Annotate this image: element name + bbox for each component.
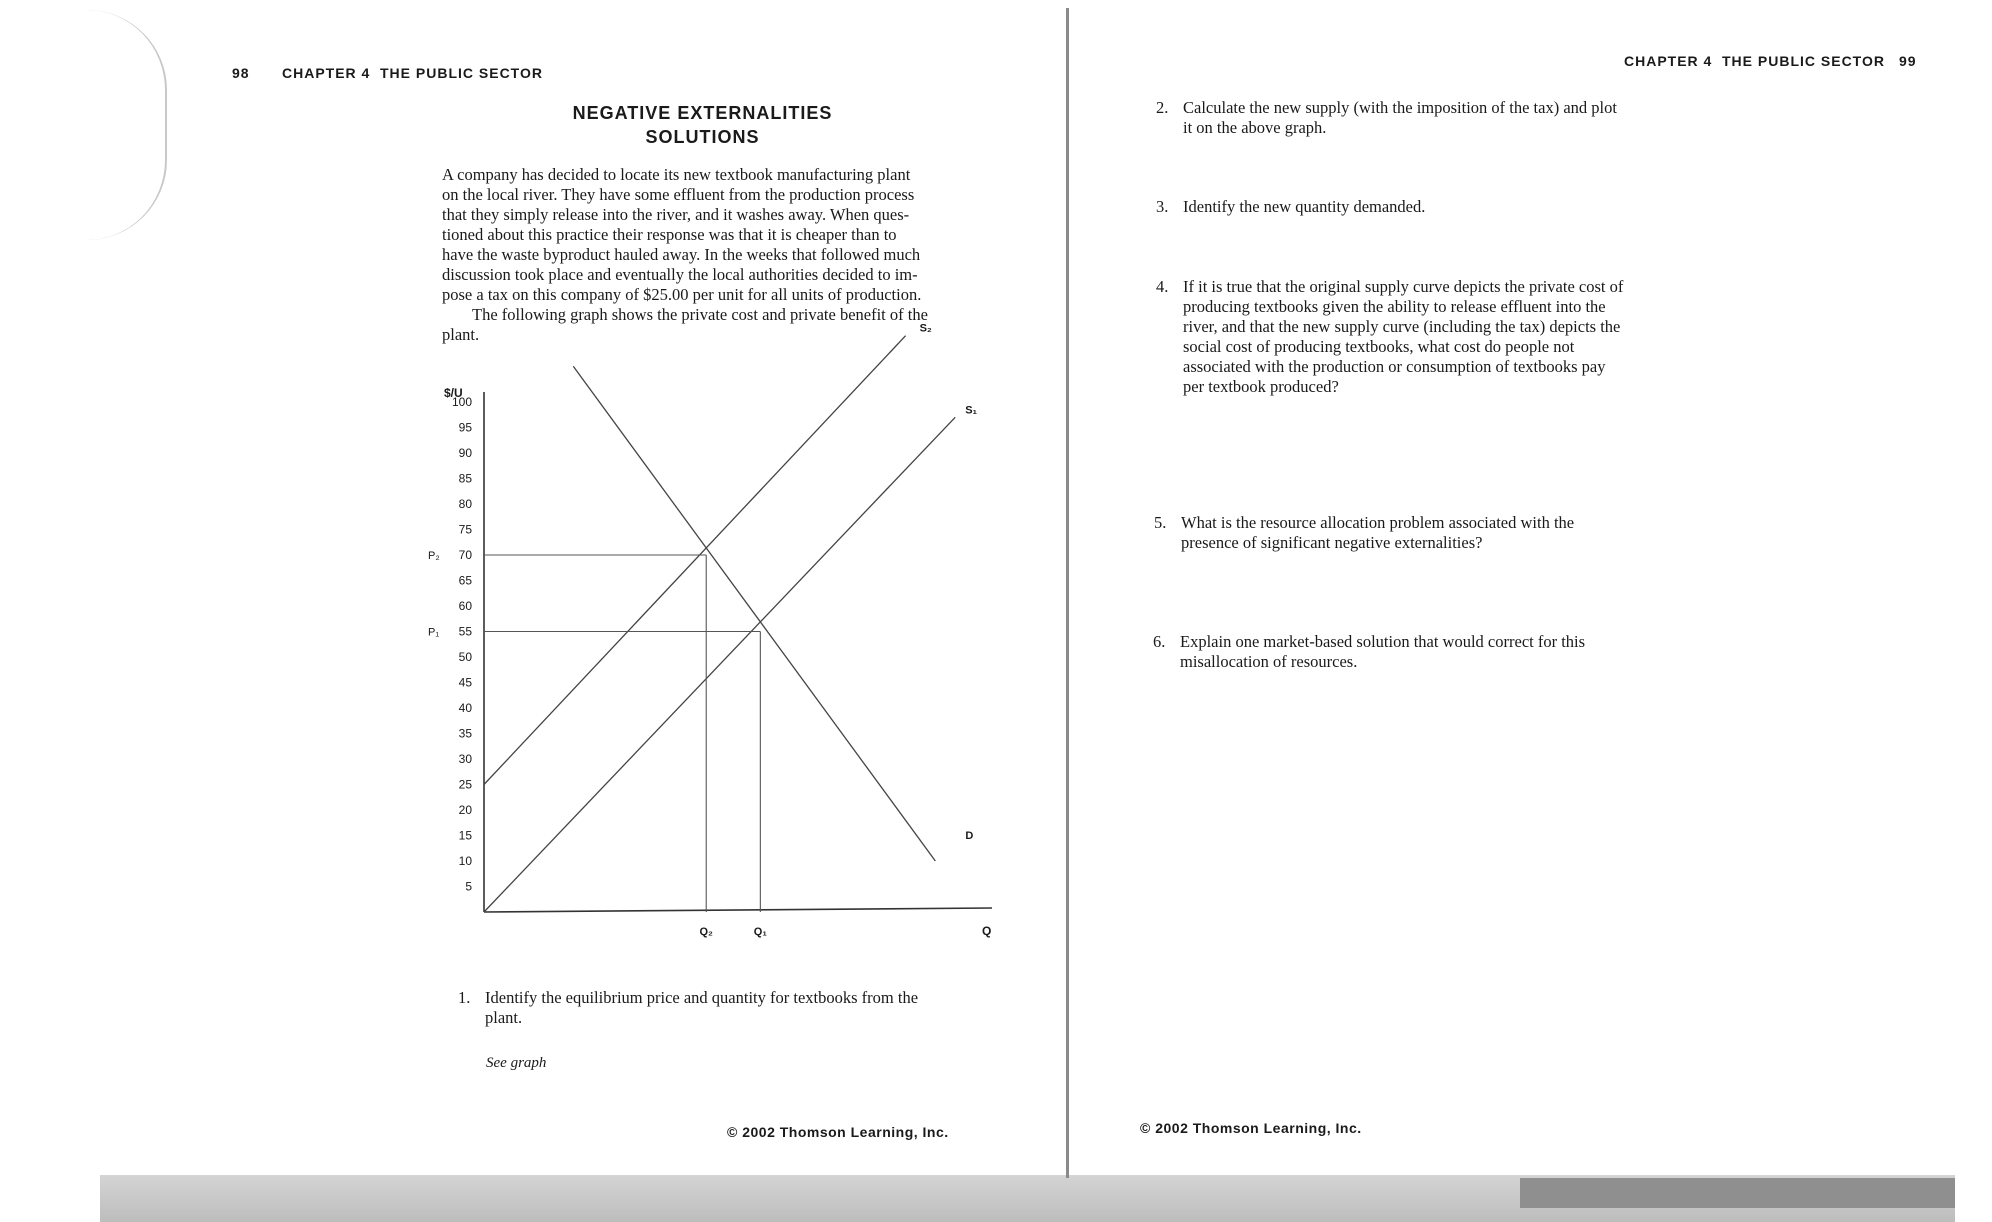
question-number: 5. — [1154, 513, 1167, 532]
price-marker-label: P₂ — [428, 550, 440, 562]
intro-line: A company has decided to locate its new textbook manufacturing plant — [442, 165, 911, 184]
curve-s1 — [484, 417, 955, 912]
x-axis — [484, 908, 992, 912]
question-number: 2. — [1156, 98, 1169, 117]
intro-line: The following graph shows the private cost and private benefit of the — [472, 305, 928, 324]
curve-label-d: D — [965, 830, 974, 842]
y-tick-label: 40 — [458, 701, 472, 715]
y-tick-label: 15 — [458, 828, 472, 843]
question-text-line: it on the above graph. — [1183, 118, 1327, 137]
y-tick-label: 60 — [458, 599, 472, 613]
y-tick-label: 80 — [458, 497, 472, 511]
page-subtitle: SOLUTIONS — [645, 127, 760, 147]
question-text-line: If it is true that the original supply curve depicts the private cost of — [1183, 277, 1624, 296]
question-text-line: What is the resource allocation problem associated with the — [1181, 513, 1575, 532]
y-tick-label: 75 — [458, 522, 472, 537]
right-copyright: © 2002 Thomson Learning, Inc. — [1140, 1120, 1362, 1136]
question-text-line: social cost of producing textbooks, what cost do people not — [1183, 337, 1575, 356]
y-tick-label: 100 — [451, 395, 472, 409]
question-text-line: Calculate the new supply (with the imposition of the tax) and plot — [1183, 98, 1617, 117]
intro-line: that they simply release into the river, and it washes away. When ques- — [442, 205, 910, 224]
quantity-marker-label: Q₁ — [753, 926, 767, 938]
question-number: 4. — [1156, 277, 1169, 296]
right-section-label: THE PUBLIC SECTOR — [1722, 53, 1885, 69]
left-section-label: THE PUBLIC SECTOR — [380, 65, 543, 81]
y-tick-label: 90 — [458, 446, 472, 460]
question-text-line: presence of significant negative externalities? — [1181, 533, 1483, 552]
x-axis-label: Q — [982, 924, 992, 938]
intro-line: tioned about this practice their response was that it is cheaper than to — [442, 225, 897, 244]
y-tick-label: 35 — [458, 726, 472, 741]
y-axis-label: $/U — [444, 386, 463, 400]
y-tick-label: 30 — [458, 752, 472, 766]
right-chapter-label: CHAPTER 4 — [1624, 53, 1713, 69]
y-tick-label: 70 — [458, 548, 472, 562]
y-tick-label: 20 — [458, 803, 472, 817]
question-text-line: Identify the new quantity demanded. — [1183, 197, 1426, 216]
question-text-line: misallocation of resources. — [1180, 652, 1358, 671]
intro-line: discussion took place and eventually the local authorities decided to im- — [442, 265, 918, 284]
question-text-line: associated with the production or consumption of textbooks pay — [1183, 357, 1606, 376]
curve-label-s1: S₁ — [965, 404, 978, 417]
question-number: 3. — [1156, 197, 1169, 216]
right-page — [1070, 0, 1992, 1222]
intro-line: have the waste byproduct hauled away. In the weeks that followed much — [442, 245, 921, 264]
page-title: NEGATIVE EXTERNALITIES — [572, 103, 833, 123]
y-tick-label: 55 — [458, 624, 472, 639]
question-text-line: plant. — [485, 1008, 523, 1027]
intro-line: pose a tax on this company of $25.00 per unit for all units of production. — [442, 285, 922, 304]
intro-paragraph — [442, 165, 977, 345]
y-tick-label: 45 — [458, 675, 472, 690]
question-text-line: Identify the equilibrium price and quantity for textbooks from the — [485, 988, 919, 1007]
price-marker-label: P₁ — [428, 626, 440, 639]
y-tick-label: 25 — [458, 777, 472, 792]
y-tick-label: 50 — [458, 650, 472, 664]
intro-line: on the local river. They have some effluent from the production process — [442, 185, 915, 204]
curve-d — [573, 366, 935, 861]
left-page-number: 98 — [232, 65, 250, 81]
intro-line: plant. — [442, 325, 480, 344]
quantity-marker-label: Q₂ — [699, 926, 713, 938]
y-tick-label: 85 — [458, 471, 472, 486]
curve-label-s2: S₂ — [919, 322, 932, 335]
question-text-line: Explain one market-based solution that would correct for this — [1180, 632, 1586, 651]
question-text-line: producing textbooks given the ability to release effluent into the — [1183, 297, 1606, 316]
answer-1: See graph — [486, 1055, 547, 1071]
question-text-line: river, and that the new supply curve (including the tax) depicts the — [1183, 317, 1621, 336]
curve-s2 — [484, 336, 906, 785]
left-chapter-label: CHAPTER 4 — [282, 65, 371, 81]
question-text-line: per textbook produced? — [1183, 377, 1339, 396]
y-tick-label: 65 — [458, 573, 472, 588]
y-tick-label: 5 — [465, 879, 472, 894]
y-tick-label: 95 — [458, 420, 472, 435]
y-tick-label: 10 — [458, 854, 472, 868]
question-number: 1. — [458, 988, 471, 1007]
left-copyright: © 2002 Thomson Learning, Inc. — [727, 1124, 949, 1140]
question-number: 6. — [1153, 632, 1166, 651]
right-page-number: 99 — [1899, 53, 1917, 69]
